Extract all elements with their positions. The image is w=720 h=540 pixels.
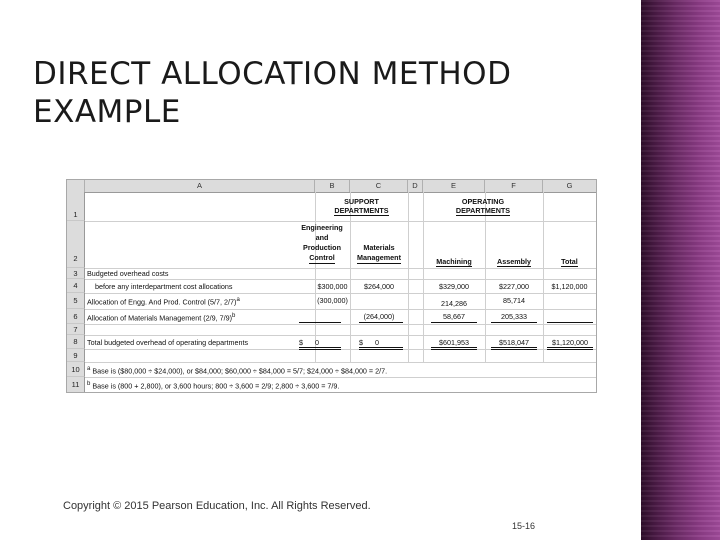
grid-line: [315, 192, 316, 362]
row4-mat: $264,000: [364, 282, 394, 291]
row8-machining: $601,953: [431, 338, 477, 350]
row-number: 1: [67, 192, 85, 221]
materials-management-header: Materials Management: [357, 243, 401, 262]
grid-line: [85, 279, 596, 280]
grid-line: [85, 377, 596, 378]
grid-line: [85, 293, 596, 294]
footnote-b: $^b$ Base is (800 + 2,800), or 3,600 hours; 800 ÷ 3,600 = 2/9; 2,800 ÷ 3,600 = 7/9.: [87, 381, 340, 391]
row-number: 5: [67, 293, 85, 309]
title-line-1: DIRECT ALLOCATION METHOD: [33, 56, 512, 92]
row6-underline: [431, 322, 477, 323]
decorative-sidebar: [641, 0, 720, 540]
grid-line: [85, 324, 596, 325]
column-header-bar: [67, 180, 596, 193]
column-header-b: B: [315, 180, 350, 192]
row8-eng: $ 0: [299, 338, 341, 350]
grid-line: [423, 192, 424, 362]
row-number: 11: [67, 377, 85, 392]
row8-label: Total budgeted overhead of operating departments: [87, 338, 249, 347]
row-number: 10: [67, 362, 85, 377]
row-number: 4: [67, 279, 85, 293]
grid-line: [485, 192, 486, 362]
grid-line: [350, 192, 351, 362]
row-number: 7: [67, 324, 85, 335]
row4-machining: $329,000: [439, 282, 469, 291]
row-number: 8: [67, 335, 85, 349]
row5-eng: (300,000): [317, 296, 348, 305]
row4-label: before any interdepartment cost allocations: [95, 282, 233, 291]
column-header-c: C: [350, 180, 408, 192]
page-number: 15-16: [512, 521, 536, 531]
row6-machining: 58,667: [443, 312, 465, 321]
row6-underline: [547, 322, 593, 323]
row8-total: $1,120,000: [547, 338, 593, 350]
row-number: 9: [67, 349, 85, 362]
grid-line: [85, 221, 596, 222]
corner-cell: [67, 180, 85, 192]
row-number: 3: [67, 268, 85, 279]
row4-assembly: $227,000: [499, 282, 529, 291]
column-header-f: F: [485, 180, 543, 192]
grid-line: [543, 192, 544, 362]
row5-label: Allocation of Engg. And Prod. Control (5/7, 2/7)$^a$: [87, 297, 240, 307]
assembly-header: Assembly: [497, 257, 531, 266]
spreadsheet: [66, 179, 597, 393]
row-number: 2: [67, 221, 85, 268]
column-header-g: G: [566, 181, 573, 190]
row6-mat: (264,000): [363, 312, 395, 321]
row6-underline: [491, 322, 537, 323]
row6-underline: [299, 322, 341, 323]
grid-line: [85, 309, 596, 310]
row6-underline: [359, 322, 403, 323]
footnote-a: $^a$ Base is ($80,000 ÷ $24,000), or $84,000; $60,000 ÷ $84,000 = 5/7; $24,000 ÷ $84,000 = 2/7.: [87, 366, 388, 376]
row-number: 6: [67, 309, 85, 324]
row3-label: Budgeted overhead costs: [87, 269, 169, 278]
grid-line: [85, 335, 596, 336]
row8-mat: $ 0: [359, 338, 403, 350]
support-header: SUPPORT DEPARTMENTS: [334, 197, 389, 215]
grid-line: [408, 192, 409, 362]
grid-line: [85, 362, 596, 363]
column-header-d: D: [408, 180, 423, 192]
operating-header: OPERATING DEPARTMENTS: [455, 197, 511, 215]
copyright-text: Copyright © 2015 Pearson Education, Inc. All Rights Reserved.: [63, 500, 371, 512]
row4-total: $1,120,000: [551, 282, 588, 291]
row4-eng: $300,000: [317, 282, 348, 291]
title-line-2: EXAMPLE: [33, 94, 181, 130]
row5-machining: 214,286: [441, 299, 467, 308]
machining-header: Machining: [436, 257, 472, 266]
row6-assembly: 205,333: [501, 312, 527, 321]
slide-title: [33, 55, 593, 131]
row5-assembly: 85,714: [503, 296, 525, 305]
row8-assembly: $518,047: [491, 338, 537, 350]
column-header-a: A: [85, 180, 315, 192]
total-header: Total: [561, 257, 578, 266]
row6-label: Allocation of Materials Management (2/9, 7/9)$^b$: [87, 313, 236, 323]
eng-prod-control-header: Engineering and Production Control: [301, 223, 343, 262]
column-header-e: E: [423, 180, 485, 192]
